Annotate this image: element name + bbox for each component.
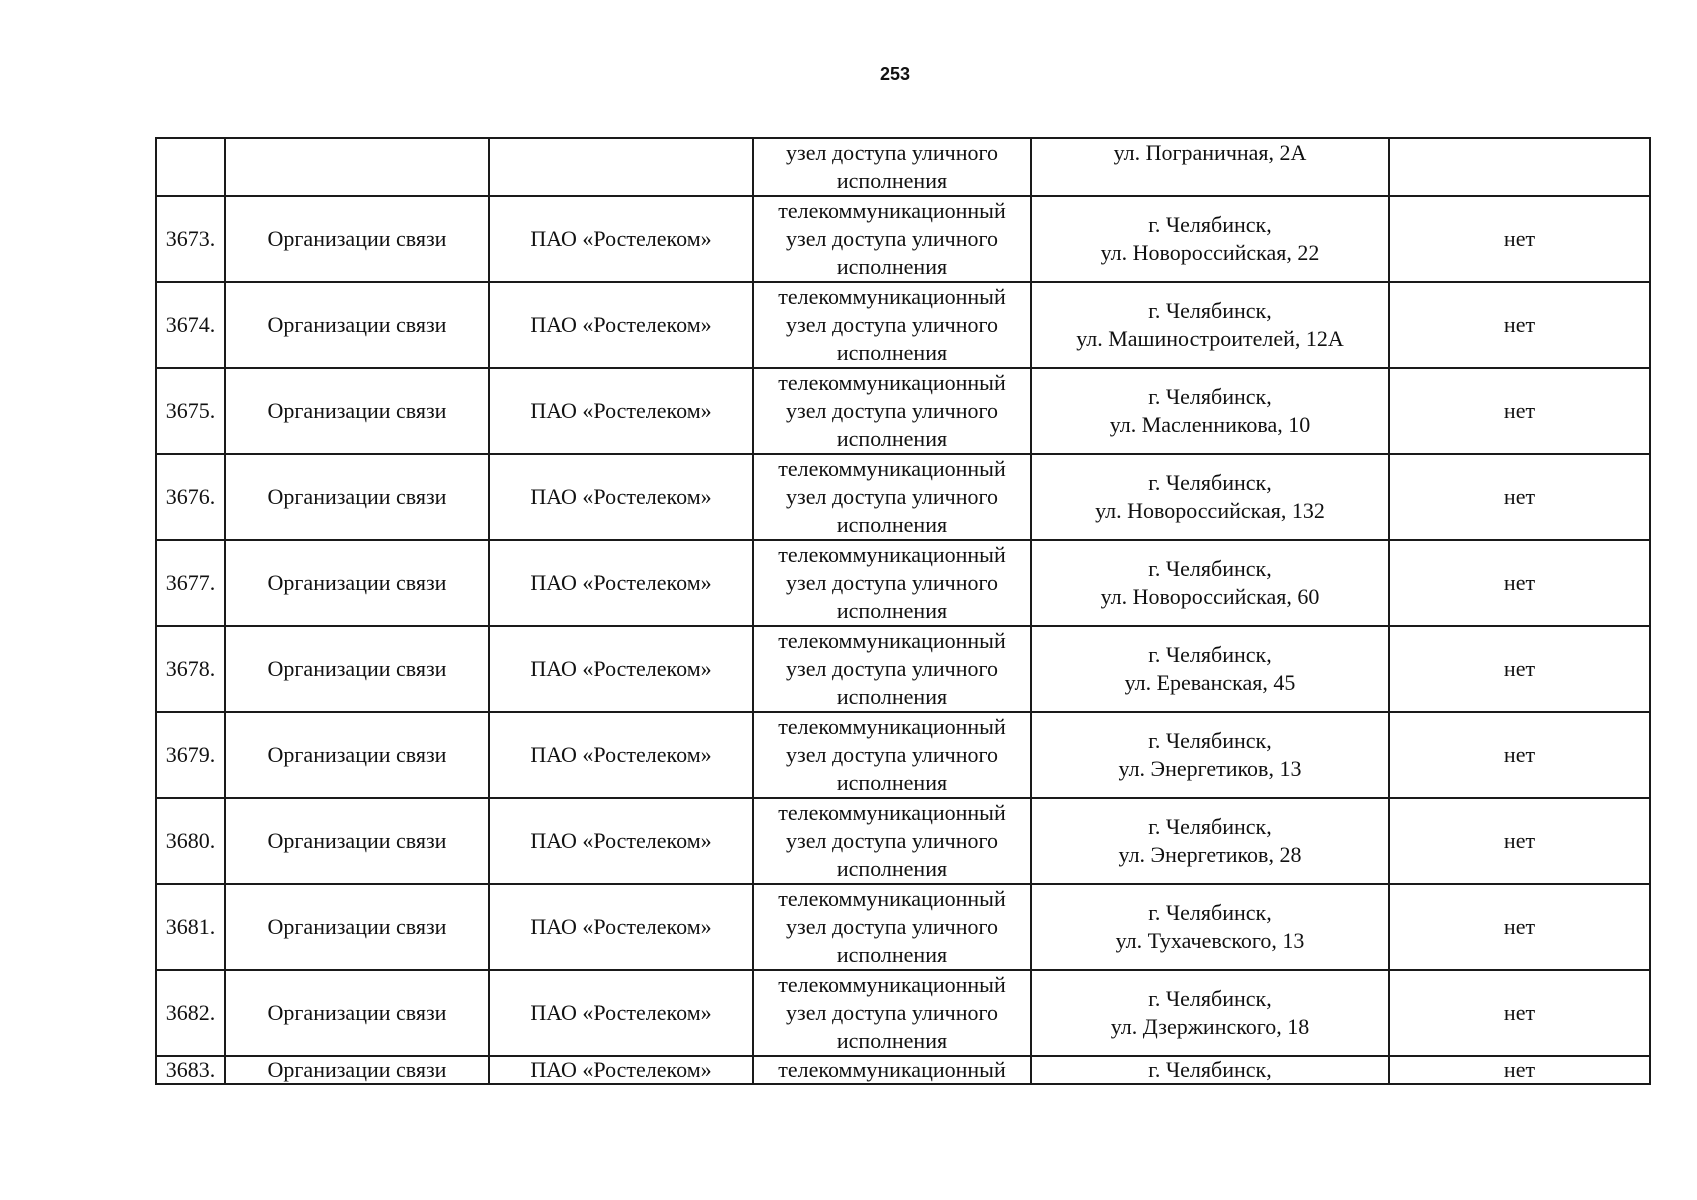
object-type-line: исполнения (836, 340, 948, 365)
row-number-cell: 3673. (156, 196, 225, 282)
table-row (156, 454, 1650, 540)
registry-table (155, 137, 1651, 1085)
address-cell (1031, 970, 1389, 1056)
object-type-line: телекоммуникационный (778, 370, 1006, 395)
table-row (156, 626, 1650, 712)
address-cell (1031, 454, 1389, 540)
object-type-line: телекоммуникационный (778, 456, 1006, 481)
object-type-line: узел доступа уличного (786, 742, 998, 767)
address-street: ул. Ереванская, 45 (1124, 670, 1296, 695)
category-cell: Организации связи (225, 626, 489, 712)
owner-cell: ПАО «Ростелеком» (489, 196, 753, 282)
continued-row (156, 138, 1650, 196)
address-cell (1031, 138, 1389, 196)
object-type-cell (753, 196, 1031, 282)
address-street: ул. Энергетиков, 28 (1118, 842, 1302, 867)
table-row (156, 970, 1650, 1056)
object-type-line: узел доступа уличного (786, 226, 998, 251)
row-number-cell: 3681. (156, 884, 225, 970)
address-street: ул. Новороссийская, 22 (1100, 240, 1320, 265)
owner-cell: ПАО «Ростелеком» (489, 798, 753, 884)
status-cell: нет (1389, 798, 1650, 884)
object-type-line: узел доступа уличного (786, 484, 998, 509)
status-cell: нет (1389, 1056, 1650, 1084)
address-cell (1031, 196, 1389, 282)
object-type-cell (753, 884, 1031, 970)
address-street: ул. Пограничная, 2А (1113, 140, 1307, 165)
address-street: ул. Тухачевского, 13 (1115, 928, 1305, 953)
category-cell: Организации связи (225, 970, 489, 1056)
table-row (156, 712, 1650, 798)
address-cell (1031, 282, 1389, 368)
object-type-cell: телекоммуникационный (753, 1056, 1031, 1084)
object-type-line: телекоммуникационный (778, 542, 1006, 567)
object-type-line: телекоммуникационный (778, 972, 1006, 997)
address-cell (1031, 798, 1389, 884)
table-row (156, 196, 1650, 282)
address-city: г. Челябинск, (1148, 298, 1272, 323)
row-number-cell: 3676. (156, 454, 225, 540)
object-type-cell (753, 368, 1031, 454)
category-cell: Организации связи (225, 798, 489, 884)
row-number-cell: 3678. (156, 626, 225, 712)
object-type-line: узел доступа уличного (786, 1000, 998, 1025)
table-row (156, 540, 1650, 626)
category-cell: Организации связи (225, 712, 489, 798)
category-cell: Организации связи (225, 368, 489, 454)
object-type-line: узел доступа уличного (786, 828, 998, 853)
owner-cell: ПАО «Ростелеком» (489, 454, 753, 540)
row-number-cell: 3680. (156, 798, 225, 884)
object-type-line: телекоммуникационный (778, 628, 1006, 653)
category-cell: Организации связи (225, 282, 489, 368)
category-cell (225, 138, 489, 196)
owner-cell (489, 138, 753, 196)
object-type-line: узел доступа уличного (786, 914, 998, 939)
address-city: г. Челябинск, (1148, 814, 1272, 839)
object-type-cell (753, 712, 1031, 798)
row-number-cell: 3674. (156, 282, 225, 368)
status-cell: нет (1389, 368, 1650, 454)
address-street: ул. Машиностроителей, 12А (1076, 326, 1344, 351)
address-city: г. Челябинск, (1148, 470, 1272, 495)
category-cell: Организации связи (225, 1056, 489, 1084)
object-type-line: исполнения (836, 168, 948, 193)
address-street: ул. Масленникова, 10 (1109, 412, 1311, 437)
object-type-line: телекоммуникационный (778, 800, 1006, 825)
object-type-line: узел доступа уличного (786, 312, 998, 337)
address-cell (1031, 712, 1389, 798)
row-number-cell: 3682. (156, 970, 225, 1056)
object-type-line: исполнения (836, 512, 948, 537)
object-type-cell (753, 454, 1031, 540)
row-number-cell: 3683. (156, 1056, 225, 1084)
category-cell: Организации связи (225, 454, 489, 540)
address-city: г. Челябинск, (1148, 642, 1272, 667)
object-type-cell (753, 970, 1031, 1056)
owner-cell: ПАО «Ростелеком» (489, 1056, 753, 1084)
status-cell: нет (1389, 626, 1650, 712)
row-number-cell (156, 138, 225, 196)
category-cell: Организации связи (225, 540, 489, 626)
row-number-cell: 3677. (156, 540, 225, 626)
address-street: ул. Энергетиков, 13 (1118, 756, 1302, 781)
address-cell (1031, 626, 1389, 712)
address-city: г. Челябинск, (1148, 384, 1272, 409)
table-row-cut (156, 1056, 1650, 1084)
address-city: г. Челябинск, (1148, 986, 1272, 1011)
table-row (156, 798, 1650, 884)
owner-cell: ПАО «Ростелеком» (489, 712, 753, 798)
status-cell: нет (1389, 884, 1650, 970)
object-type-line: телекоммуникационный (778, 886, 1006, 911)
object-type-cell (753, 540, 1031, 626)
category-cell: Организации связи (225, 196, 489, 282)
object-type-line: узел доступа уличного (786, 398, 998, 423)
owner-cell: ПАО «Ростелеком» (489, 540, 753, 626)
status-cell (1389, 138, 1650, 196)
page-number: 253 (879, 64, 911, 84)
owner-cell: ПАО «Ростелеком» (489, 970, 753, 1056)
address-street: ул. Новороссийская, 132 (1095, 498, 1325, 523)
owner-cell: ПАО «Ростелеком» (489, 368, 753, 454)
owner-cell: ПАО «Ростелеком» (489, 626, 753, 712)
object-type-line: узел доступа уличного (786, 140, 998, 165)
object-type-cell (753, 282, 1031, 368)
address-cell (1031, 884, 1389, 970)
table-row (156, 368, 1650, 454)
object-type-line: исполнения (836, 684, 948, 709)
object-type-cell (753, 138, 1031, 196)
object-type-line: телекоммуникационный (778, 284, 1006, 309)
owner-cell: ПАО «Ростелеком» (489, 282, 753, 368)
address-cell (1031, 540, 1389, 626)
row-number-cell: 3679. (156, 712, 225, 798)
object-type-line: узел доступа уличного (786, 570, 998, 595)
owner-cell: ПАО «Ростелеком» (489, 884, 753, 970)
object-type-line: исполнения (836, 598, 948, 623)
address-city: г. Челябинск, (1148, 728, 1272, 753)
address-street: ул. Дзержинского, 18 (1110, 1014, 1310, 1039)
status-cell: нет (1389, 712, 1650, 798)
row-number-cell: 3675. (156, 368, 225, 454)
object-type-line: телекоммуникационный (778, 198, 1006, 223)
object-type-line: телекоммуникационный (778, 714, 1006, 739)
category-cell: Организации связи (225, 884, 489, 970)
object-type-cell (753, 798, 1031, 884)
address-cell: г. Челябинск, (1031, 1056, 1389, 1084)
object-type-line: исполнения (836, 254, 948, 279)
table-row (156, 282, 1650, 368)
object-type-line: исполнения (836, 942, 948, 967)
table-row (156, 884, 1650, 970)
status-cell: нет (1389, 454, 1650, 540)
object-type-line: исполнения (836, 770, 948, 795)
address-city: г. Челябинск, (1148, 556, 1272, 581)
address-street: ул. Новороссийская, 60 (1100, 584, 1320, 609)
status-cell: нет (1389, 282, 1650, 368)
address-city: г. Челябинск, (1148, 212, 1272, 237)
address-city: г. Челябинск, (1148, 900, 1272, 925)
object-type-line: исполнения (836, 426, 948, 451)
address-cell (1031, 368, 1389, 454)
status-cell: нет (1389, 540, 1650, 626)
object-type-line: исполнения (836, 1028, 948, 1053)
status-cell: нет (1389, 970, 1650, 1056)
status-cell: нет (1389, 196, 1650, 282)
object-type-cell (753, 626, 1031, 712)
object-type-line: узел доступа уличного (786, 656, 998, 681)
object-type-line: исполнения (836, 856, 948, 881)
